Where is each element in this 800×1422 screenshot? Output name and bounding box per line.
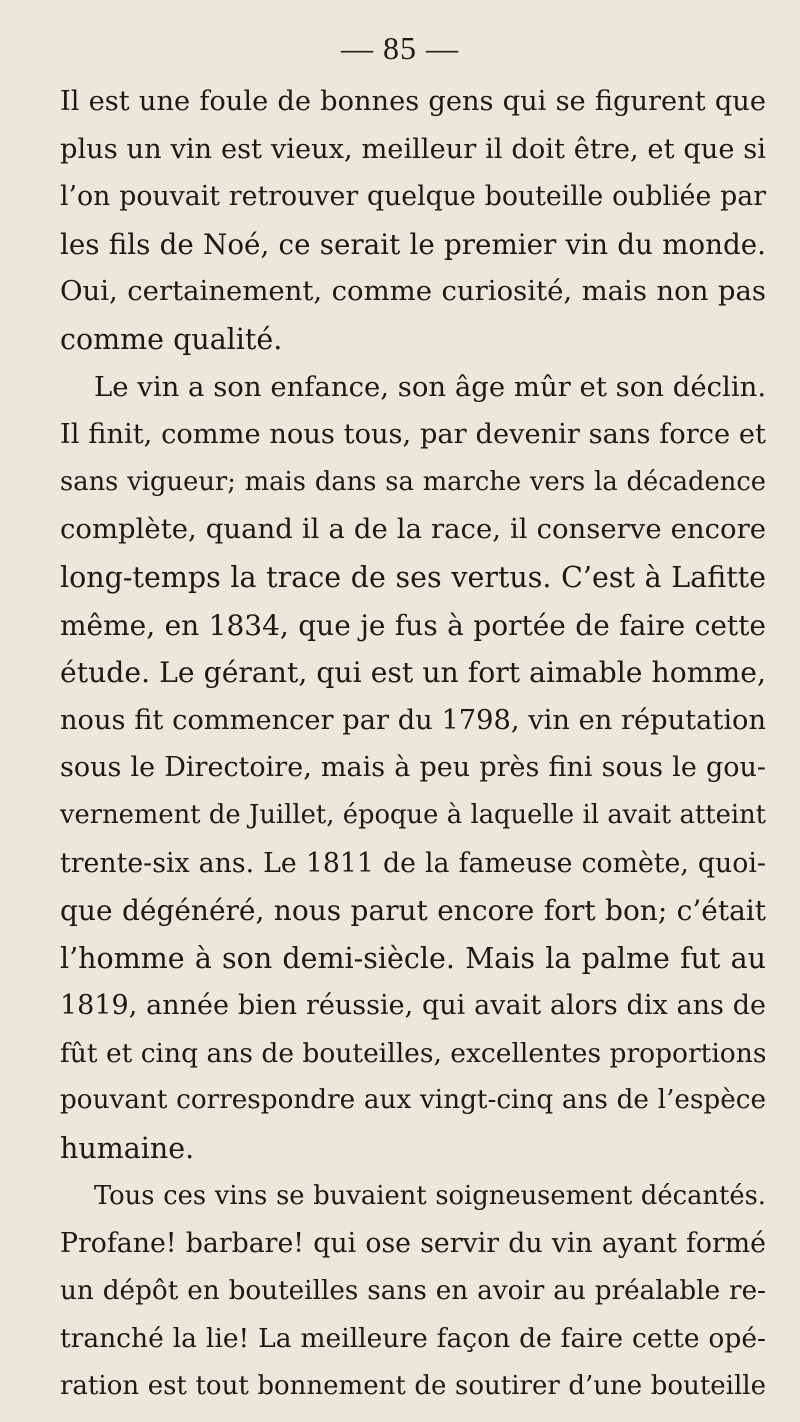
text-line: ration est tout bonnement de soutirer d’une bouteille: [60, 1371, 766, 1402]
text-line: plus un vin est vieux, meilleur il doit être, et que si: [60, 133, 766, 165]
text-line: les fils de Noé, ce serait le premier vin du monde.: [60, 227, 766, 261]
text-line: nous fit commencer par du 1798, vin en réputation: [60, 704, 766, 736]
text-line: Tous ces vins se buvaient soigneusement décantés.: [94, 1180, 766, 1211]
text-line: Le vin a son enfance, son âge mûr et son déclin.: [94, 370, 766, 403]
text-line: 1819, année bien réussie, qui avait alors dix ans de: [60, 990, 766, 1022]
text-line: trente-six ans. Le 1811 de la fameuse comète, quoi-: [60, 847, 766, 879]
text-line: comme qualité.: [60, 322, 283, 356]
text-line: sans vigueur; mais dans sa marche vers la décadence: [60, 466, 766, 497]
text-line: tranché la lie! La meilleure façon de faire cette opé-: [60, 1323, 766, 1355]
text-line: l’homme à son demi-siècle. Mais la palme fut au: [60, 941, 766, 975]
text-line: fût et cinq ans de bouteilles, excellentes proportions: [60, 1037, 766, 1069]
text-line: que dégénéré, nous parut encore fort bon; c’était: [60, 894, 766, 928]
body-text: [60, 78, 766, 1411]
page-number: — 85 —: [341, 30, 459, 66]
text-line: l’on pouvait retrouver quelque bouteille oubliée par: [60, 181, 766, 213]
text-line: long-temps la trace de ses vertus. C’est à Lafitte: [60, 560, 766, 594]
text-line: humaine.: [60, 1132, 195, 1166]
text-line: Il est une foule de bonnes gens qui se figurent que: [60, 86, 766, 117]
text-line: même, en 1834, que je fus à portée de faire cette: [60, 608, 766, 642]
text-line: pouvant correspondre aux vingt-cinq ans de l’espèce: [60, 1085, 766, 1116]
text-line: Il finit, comme nous tous, par devenir sans force et: [60, 419, 766, 451]
text-line: complète, quand il a de la race, il conserve encore: [60, 513, 766, 546]
text-line: vernement de Juillet, époque à laquelle il avait atteint: [60, 799, 766, 830]
text-line: Profane! barbare! qui ose servir du vin ayant formé: [60, 1228, 766, 1260]
text-line: sous le Directoire, mais à peu près fini sous le gou-: [60, 752, 766, 784]
text-line: un dépôt en bouteilles sans en avoir au préalable re-: [60, 1275, 766, 1306]
text-line: Oui, certainement, comme curiosité, mais non pas: [60, 275, 766, 308]
text-line: étude. Le gérant, qui est un fort aimable homme,: [60, 656, 766, 690]
